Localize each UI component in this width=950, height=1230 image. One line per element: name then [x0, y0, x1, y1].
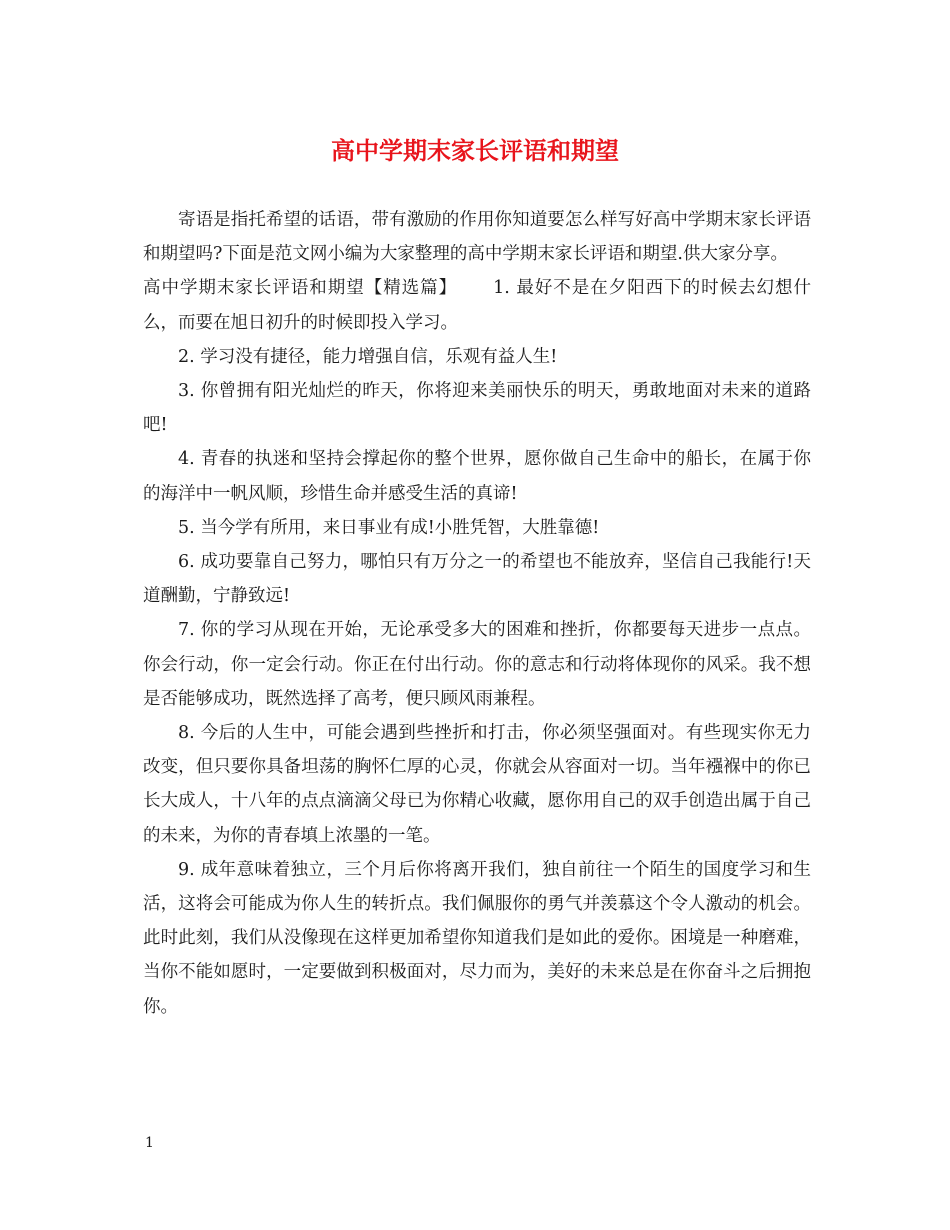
intro-paragraph: 寄语是指托希望的话语，带有激励的作用你知道要怎么样写好高中学期末家长评语和期望吗?下面是范文网小编为大家整理的高中学期末家长评语和期望.供大家分享。	[143, 210, 811, 265]
section-heading: 高中学期末家长评语和期望【精选篇】	[143, 278, 458, 299]
document-body	[143, 203, 811, 1024]
list-item-3: 3. 你曾拥有阳光灿烂的昨天，你将迎来美丽快乐的明天，勇敢地面对未来的道路吧!	[143, 381, 811, 436]
list-item-1: 1. 最好不是在夕阳西下的时候去幻想什么，而要在旭日初升的时候即投入学习。	[143, 278, 811, 333]
list-item-6: 6. 成功要靠自己努力，哪怕只有万分之一的希望也不能放弃，坚信自己我能行!天道酬勤，宁静致远!	[143, 552, 811, 607]
page-title: 高中学期末家长评语和期望	[331, 137, 619, 165]
page-number: 1	[145, 1135, 154, 1151]
list-item-4: 4. 青春的执迷和坚持会撑起你的整个世界，愿你做自己生命中的船长，在属于你的海洋中一帆风顺，珍惜生命并感受生活的真谛!	[143, 449, 811, 504]
list-item-2: 2. 学习没有捷径，能力增强自信，乐观有益人生!	[178, 346, 558, 367]
list-item-5: 5. 当今学有所用，来日事业有成!小胜凭智，大胜靠德!	[178, 517, 600, 538]
list-item-7: 7. 你的学习从现在开始，无论承受多大的困难和挫折，你都要每天进步一点点。你会行动，你一定会行动。你正在付出行动。你的意志和行动将体现你的风采。我不想是否能够成功，既然选择了高考，便只顾风雨兼程。	[143, 620, 811, 709]
list-item-8: 8. 今后的人生中，可能会遇到些挫折和打击，你必须坚强面对。有些现实你无力改变，但只要你具备坦荡的胸怀仁厚的心灵，你就会从容面对一切。当年襁褓中的你已长大成人，十八年的点点滴滴父母已为你精心收藏，愿你用自己的双手创造出属于自己的未来，为你的青春填上浓墨的一笔。	[143, 723, 811, 846]
section-paragraph	[143, 271, 811, 339]
list-item-9: 9. 成年意味着独立，三个月后你将离开我们，独自前往一个陌生的国度学习和生活，这将会可能成为你人生的转折点。我们佩服你的勇气并羡慕这个令人激动的机会。此时此刻，我们从没像现在这样更加希望你知道我们是如此的爱你。困境是一种磨难，当你不能如愿时，一定要做到积极面对，尽力而为，美好的未来总是在你奋斗之后拥抱你。	[143, 859, 811, 1017]
